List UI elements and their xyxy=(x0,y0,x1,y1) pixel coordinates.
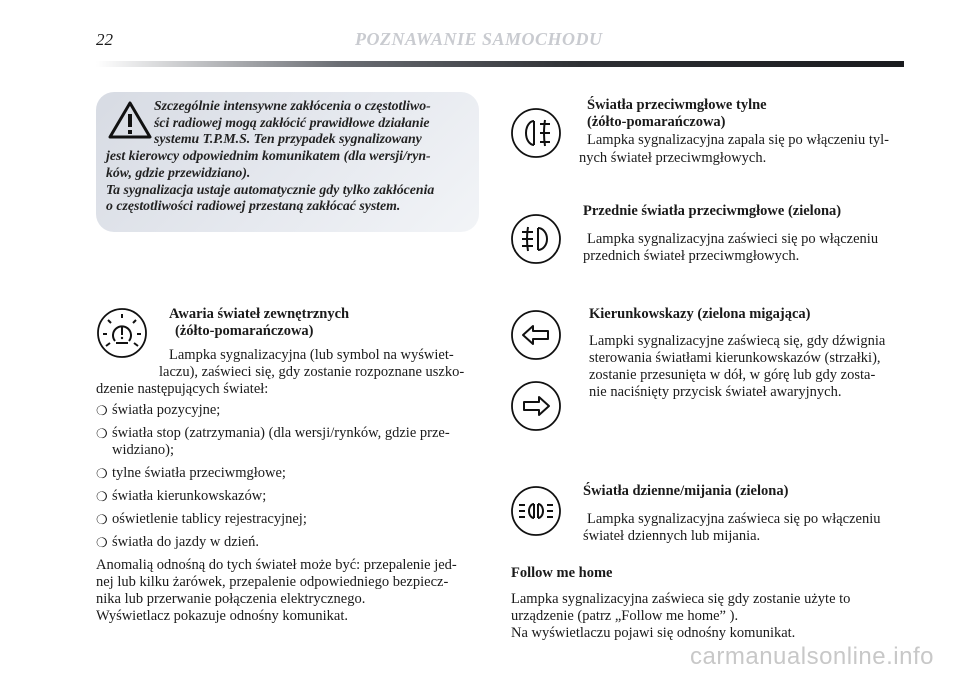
follow-me-title: Follow me home xyxy=(511,565,613,581)
list-item: ❍ oświetlenie tablicy rejestracyjnej; xyxy=(96,511,307,527)
warning-line: jest kierowcy odpowiednim komunikatem (dla wersji/ryn- xyxy=(106,148,431,164)
daytime-title: Światła dzienne/mijania (zielona) xyxy=(583,483,789,499)
front-fog-line: przednich świateł przeciwmgłowych. xyxy=(583,248,800,264)
rear-fog-subtitle: (żółto-pomarańczowa) xyxy=(587,114,726,130)
warning-line: ków, gdzie przewidziano). xyxy=(106,164,251,180)
follow-me-line: urządzenie (patrz „Follow me home” ). xyxy=(511,608,739,624)
closing-line: nika lub przerwanie połączenia elektrycznego. xyxy=(96,591,366,607)
header-rule xyxy=(96,61,904,67)
list-item: ❍ światła stop (zatrzymania) (dla wersji/rynków, gdzie prze- xyxy=(96,425,450,441)
front-fog-light-icon xyxy=(510,213,562,265)
bullet: ❍ xyxy=(96,466,108,481)
indicators-title: Kierunkowskazy (zielona migająca) xyxy=(589,306,811,322)
closing-line: nej lub kilku żarówek, przepalenie odpowiedniego bezpiecz- xyxy=(96,574,449,590)
closing-line: Wyświetlacz pokazuje odnośny komunikat. xyxy=(96,608,349,624)
bullet: ❍ xyxy=(96,535,108,550)
warning-line: Szczególnie intensywne zakłócenia o częstotliwo- xyxy=(154,98,431,113)
exterior-light-failure-icon xyxy=(96,307,148,359)
daytime-line: Lampka sygnalizacyjna zaświeca się po włączeniu xyxy=(587,511,881,527)
turn-signal-left-icon xyxy=(510,309,562,361)
rear-fog-title: Światła przeciwmgłowe tylne xyxy=(587,97,767,113)
follow-me-line: Lampka sygnalizacyjna zaświeca się gdy zostanie użyte to xyxy=(511,591,851,607)
daytime-line: świateł dziennych lub mijania. xyxy=(583,528,761,544)
page-number: 22 xyxy=(96,30,113,49)
rear-fog-light-icon xyxy=(510,107,562,159)
indicators-line: zostanie przesunięta w dół, w górę lub gdy zosta- xyxy=(589,367,876,383)
follow-me-line: Na wyświetlaczu pojawi się odnośny komunikat. xyxy=(511,625,796,641)
turn-signal-right-icon xyxy=(510,380,562,432)
list-item: ❍ światła do jazdy w dzień. xyxy=(96,534,259,550)
bullet: ❍ xyxy=(96,512,108,527)
warning-line: o częstotliwości radiowej przestaną zakłócać system. xyxy=(106,198,401,214)
warning-line: ści radiowej mogą zakłócić prawidłowe działanie xyxy=(154,114,430,130)
list-item: ❍ światła pozycyjne; xyxy=(96,402,221,418)
exterior-lights-list xyxy=(96,402,481,557)
warning-text xyxy=(106,98,470,215)
exterior-lights-title: Awaria świateł zewnętrznych xyxy=(169,306,350,322)
warning-line: Ta sygnalizacja ustaje automatycznie gdy tylko zakłócenia xyxy=(106,181,435,197)
exterior-lights-subtitle: (żółto-pomarańczowa) xyxy=(175,323,314,339)
list-item: ❍ światła kierunkowskazów; xyxy=(96,488,267,504)
front-fog-title: Przednie światła przeciwmgłowe (zielona) xyxy=(583,203,842,219)
rear-fog-line: Lampka sygnalizacyjna zapala się po włączeniu tyl- xyxy=(587,132,889,148)
dipped-beam-light-icon xyxy=(510,485,562,537)
indicators-line: Lampki sygnalizacyjne zaświecą się, gdy dźwignia xyxy=(589,333,886,349)
exterior-lights-para-line: Lampka sygnalizacyjna (lub symbol na wyświet- xyxy=(169,347,454,363)
bullet: ❍ xyxy=(96,403,108,418)
exterior-lights-para-line: dzenie następujących świateł: xyxy=(96,381,269,397)
closing-line: Anomalią odnośną do tych świateł może być: przepalenie jed- xyxy=(96,557,457,573)
list-item: ❍ tylne światła przeciwmgłowe; xyxy=(96,465,286,481)
indicators-line: nie naciśnięty przycisk świateł awaryjnych. xyxy=(589,384,842,400)
watermark: carmanualsonline.info xyxy=(690,643,934,670)
exterior-lights-para-line: laczu), zaświeci się, gdy zostanie rozpoznane uszko- xyxy=(159,364,465,380)
list-item-continuation: widziano); xyxy=(112,442,175,458)
section-title: POZNAWANIE SAMOCHODU xyxy=(355,29,603,49)
warning-line: systemu T.P.M.S. Ten przypadek sygnalizowany xyxy=(154,131,422,147)
rear-fog-line: nych świateł przeciwmgłowych. xyxy=(579,150,767,166)
bullet: ❍ xyxy=(96,489,108,504)
indicators-line: sterowania światłami kierunkowskazów (strzałki), xyxy=(589,350,881,366)
front-fog-line: Lampka sygnalizacyjna zaświeci się po włączeniu xyxy=(587,231,879,247)
bullet: ❍ xyxy=(96,426,108,441)
